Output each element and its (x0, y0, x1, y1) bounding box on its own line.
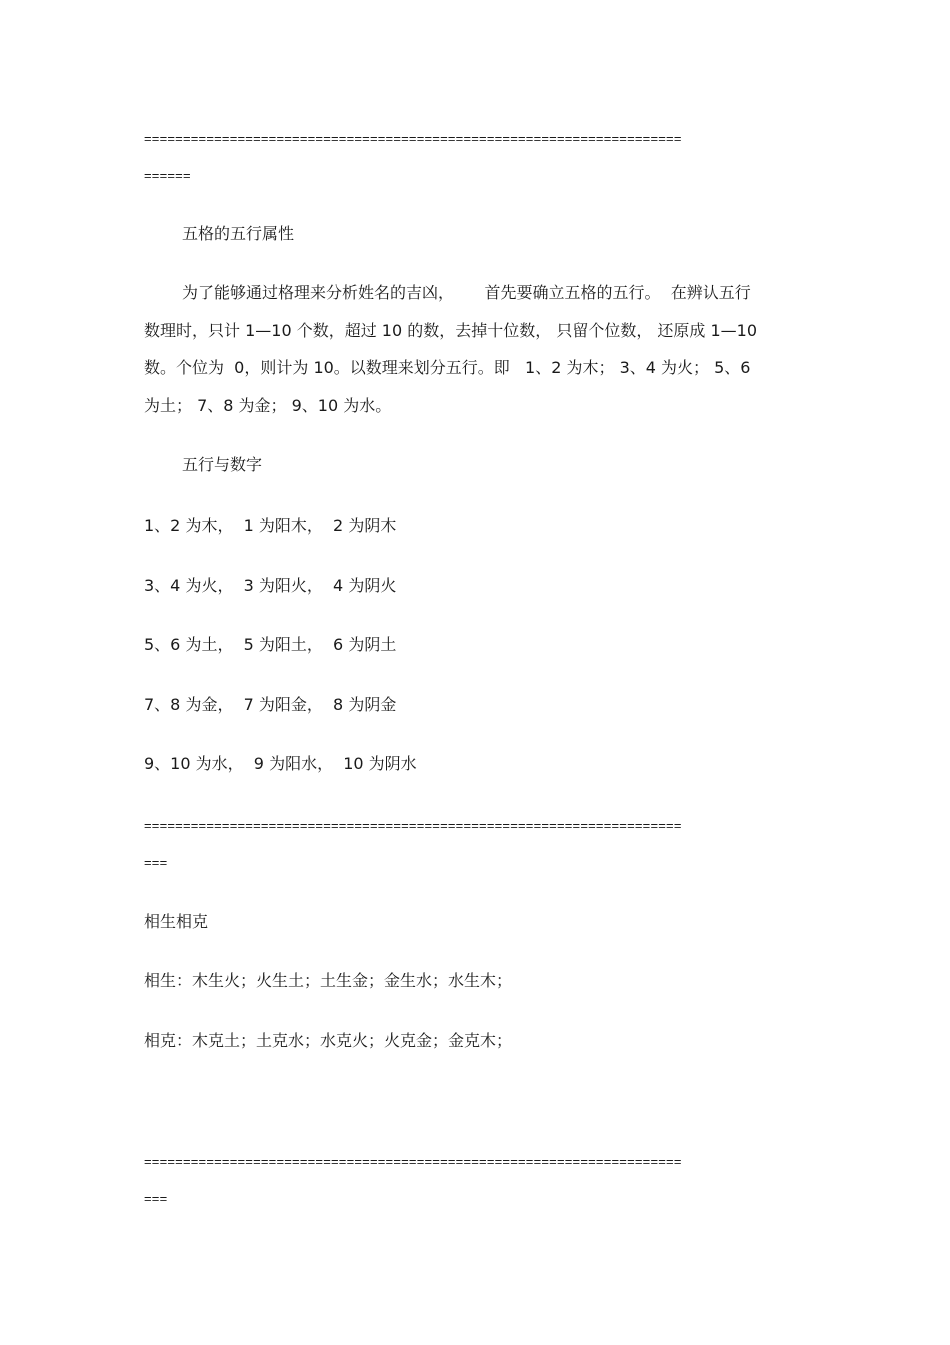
list-item: 5、6 为土， 5 为阳土， 6 为阴土 (144, 635, 397, 654)
sheng-line: 相生：木生火；火生土；土生金；金生水；水生木； (144, 971, 513, 990)
divider-line: ===================================================================== (144, 1154, 682, 1169)
divider-line: ===================================================================== (144, 131, 682, 146)
divider-line: ===================================================================== (144, 818, 682, 833)
paragraph-line: 数。个位为 0，则计为 10。以数理来划分五行。即 1、2 为木； 3、4 为火； 5、6 (144, 358, 751, 377)
list-item: 9、10 为水， 9 为阳水， 10 为阴水 (144, 754, 417, 773)
section-heading: 五格的五行属性 (182, 224, 295, 243)
section-heading: 相生相克 (144, 912, 209, 931)
list-item: 3、4 为火， 3 为阳火， 4 为阴火 (144, 576, 397, 595)
paragraph-line: 为土； 7、8 为金； 9、10 为水。 (144, 396, 392, 415)
divider-line: === (144, 855, 168, 870)
paragraph-line: 数理时，只计 1—10 个数，超过 10 的数，去掉十位数， 只留个位数， 还原成 1—10 (144, 321, 758, 340)
list-item: 7、8 为金， 7 为阳金， 8 为阴金 (144, 695, 397, 714)
section-heading: 五行与数字 (182, 455, 263, 474)
list-item: 1、2 为木， 1 为阳木， 2 为阴木 (144, 516, 397, 535)
ke-line: 相克：木克土；土克水；水克火；火克金；金克木； (144, 1031, 513, 1050)
divider-line: === (144, 1191, 168, 1206)
divider-line: ====== (144, 168, 191, 183)
paragraph-line: 为了能够通过格理来分析姓名的吉凶， 首先要确立五格的五行。 在辨认五行 (182, 283, 751, 302)
